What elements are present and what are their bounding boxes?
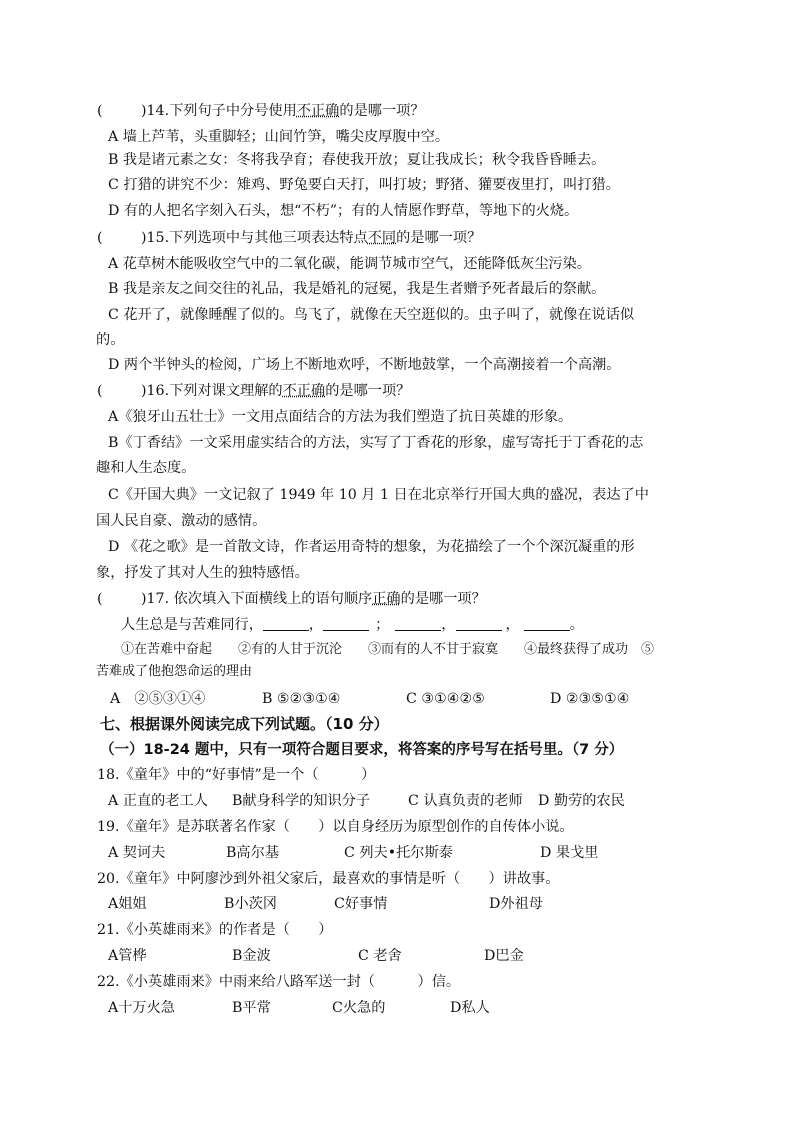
sentence-items-cont: 苦难成了他抱怨命运的理由 bbox=[96, 664, 253, 679]
option-a: A 花草树木能吸收空气中的二氧化碳，能调节城市空气，还能降低灰尘污染。 bbox=[108, 256, 591, 272]
option-c-cont: 国人民自豪、激动的感情。 bbox=[96, 513, 267, 529]
option-d: D私人 bbox=[450, 1000, 490, 1016]
key-word-dotted: 不正确 bbox=[282, 383, 326, 399]
option-a: A《狼牙山五壮士》一文用点面结合的方法为我们塑造了抗日英雄的形象。 bbox=[108, 409, 573, 425]
blank-1[interactable] bbox=[263, 616, 309, 631]
question-21: 21.《小英雄雨来》的作者是（ ） bbox=[97, 922, 333, 938]
option-c-cont: 的。 bbox=[96, 332, 125, 348]
choice-d: D ②③⑤①④ bbox=[550, 691, 630, 707]
blank-3[interactable] bbox=[395, 616, 441, 631]
option-a: A管桦 bbox=[108, 948, 147, 964]
option-c: C《开国大典》一文记叙了 1949 年 10 月 1 日在北京举行开国大典的盛况，表达了中 bbox=[108, 487, 649, 503]
option-d: D外祖母 bbox=[489, 896, 543, 912]
question-15: ( )15.下列选项中与其他三项表达特点不同的是哪一项？ bbox=[97, 230, 482, 246]
question-22: 22.《小英雄雨来》中雨来给八路军送一封（ ）信。 bbox=[97, 974, 461, 990]
option-a: A姐姐 bbox=[108, 896, 147, 912]
option-b: B 我是亲友之间交往的礼品，我是婚礼的冠冕，我是生者赠予死者最后的祭献。 bbox=[108, 281, 606, 297]
choice-b: B ⑤②③①④ bbox=[262, 691, 341, 707]
blank-4[interactable] bbox=[456, 616, 502, 631]
section-heading: 七、根据课外阅读完成下列试题。（10 分） bbox=[100, 715, 389, 733]
key-word-dotted: 不正确 bbox=[296, 103, 340, 119]
question-20: 20.《童年》中阿廖沙到外祖父家后，最喜欢的事情是听（ ）讲故事。 bbox=[97, 871, 560, 887]
fill-blank-sentence: 人生总是与苦难同行， ， ； ， ， 。 bbox=[121, 617, 584, 633]
option-b: B金波 bbox=[232, 948, 271, 964]
question-14: ( )14.下列句子中分号使用不正确的是哪一项？ bbox=[97, 103, 425, 119]
answer-paren[interactable]: ( bbox=[97, 230, 103, 246]
choice-a: A ②⑤③①④ bbox=[110, 691, 206, 707]
key-word-dotted: 不同 bbox=[367, 230, 397, 246]
answer-paren[interactable]: ( bbox=[97, 103, 103, 119]
option-b: B 我是诸元素之女：冬将我孕育；春使我开放；夏让我成长；秋令我昏昏睡去。 bbox=[108, 152, 606, 168]
blank-2[interactable] bbox=[323, 616, 369, 631]
option-b: B献身科学的知识分子 bbox=[232, 793, 371, 809]
option-d: D 勤劳的农民 bbox=[538, 793, 625, 809]
option-a: A 正直的老工人 bbox=[108, 793, 208, 809]
option-b: B小茨冈 bbox=[224, 896, 277, 912]
option-c: C 列夫•托尔斯泰 bbox=[344, 845, 453, 861]
option-b-cont: 趣和人生态度。 bbox=[96, 460, 196, 476]
question-16: ( )16.下列对课文理解的不正确的是哪一项？ bbox=[97, 383, 411, 399]
question-18: 18.《童年》中的“好事情”是一个（ ） bbox=[97, 767, 376, 783]
option-d: D巴金 bbox=[484, 948, 524, 964]
option-a: A十万火急 bbox=[108, 1000, 175, 1016]
blank-5[interactable] bbox=[524, 616, 570, 631]
option-c: C 花开了，就像睡醒了似的。鸟飞了，就像在天空逛似的。虫子叫了，就像在说话似 bbox=[108, 307, 635, 323]
option-c: C火急的 bbox=[332, 1000, 386, 1016]
answer-paren[interactable]: ( bbox=[97, 591, 103, 607]
option-b: B高尔基 bbox=[226, 845, 279, 861]
option-d: D 果戈里 bbox=[540, 845, 599, 861]
option-c: C 老舍 bbox=[358, 948, 402, 964]
option-d-cont: 象，抒发了其对人生的独特感悟。 bbox=[96, 565, 309, 581]
option-d: D 有的人把名字刻入石头，想“不朽”；有的人情愿作野草，等地下的火烧。 bbox=[108, 203, 579, 219]
question-19: 19.《童年》是苏联著名作家（ ）以自身经历为原型创作的自传体小说。 bbox=[97, 819, 574, 835]
sentence-items: ①在苦难中奋起 ②有的人甘于沉沦 ③而有的人不甘于寂寞 ④最终获得了成功 ⑤ bbox=[121, 642, 655, 657]
answer-paren[interactable]: ( bbox=[97, 383, 103, 399]
question-17: ( )17. 依次填入下面横线上的语句顺序正确的是哪一项？ bbox=[97, 591, 486, 607]
option-b: B平常 bbox=[232, 1000, 271, 1016]
option-c: C 认真负责的老师 bbox=[408, 793, 523, 809]
option-b: B《丁香结》一文采用虚实结合的方法，实写了丁香花的形象，虚写寄托于丁香花的志 bbox=[108, 435, 644, 451]
option-d: D 《花之歌》是一首散文诗，作者运用奇特的想象，为花描绘了一个个深沉凝重的形 bbox=[108, 539, 635, 555]
option-c: C好事情 bbox=[334, 896, 388, 912]
option-a: A 墙上芦苇，头重脚轻；山间竹笋，嘴尖皮厚腹中空。 bbox=[108, 129, 450, 145]
option-c: C 打猎的讲究不少：雉鸡、野兔要白天打，叫打坡；野猪、獾要夜里打，叫打猎。 bbox=[108, 177, 620, 193]
key-word-dotted: 正确 bbox=[372, 591, 401, 607]
subsection-heading: （一）18-24 题中，只有一项符合题目要求，将答案的序号写在括号里。（7 分） bbox=[100, 742, 624, 758]
option-d: D 两个半钟头的检阅，广场上不断地欢呼，不断地鼓掌，一个高潮接着一个高潮。 bbox=[108, 357, 621, 373]
option-a: A 契诃夫 bbox=[108, 845, 166, 861]
choice-c: C ③①④②⑤ bbox=[406, 691, 485, 707]
